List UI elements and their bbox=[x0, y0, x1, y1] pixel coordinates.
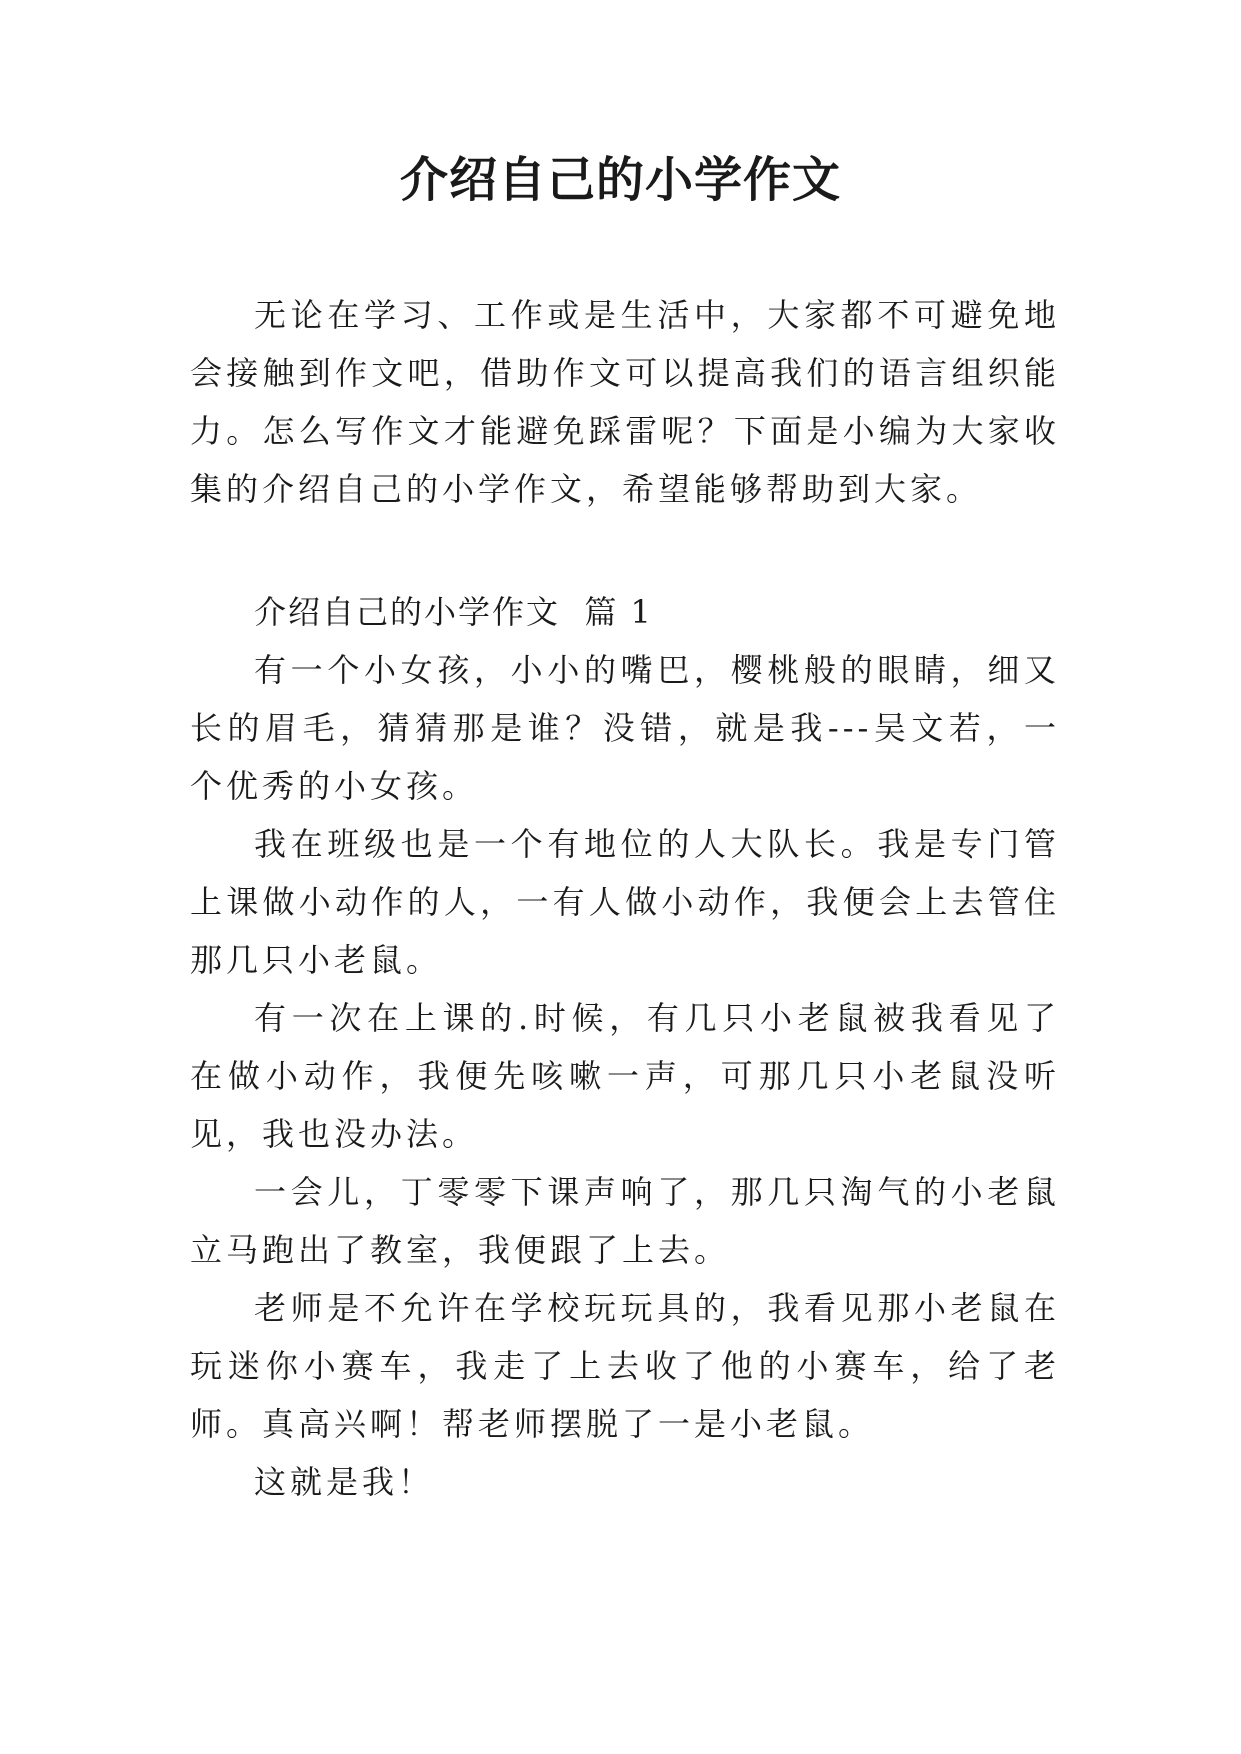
essay-paragraph: 一会儿，丁零零下课声响了，那几只淘气的小老鼠立马跑出了教室，我便跟了上去。 bbox=[190, 1173, 1060, 1269]
intro-paragraph: 无论在学习、工作或是生活中，大家都不可避免地会接触到作文吧，借助作文可以提高我们的语言组织能力。怎么写作文才能避免踩雷呢？下面是小编为大家收集的介绍自己的小学作文，希望能够帮助到大家。 bbox=[190, 296, 1060, 508]
intro-section bbox=[190, 286, 1060, 518]
essay-section bbox=[190, 583, 1060, 1511]
essay-paragraph: 有一个小女孩，小小的嘴巴，樱桃般的眼睛，细又长的眉毛，猜猜那是谁？没错，就是我---吴文若，一个优秀的小女孩。 bbox=[190, 651, 1060, 805]
essay-paragraph: 我在班级也是一个有地位的人大队长。我是专门管上课做小动作的人，一有人做小动作，我便会上去管住那几只小老鼠。 bbox=[190, 825, 1060, 979]
document-title: 介绍自己的小学作文 bbox=[399, 152, 841, 208]
section-heading: 介绍自己的小学作文 篇 1 bbox=[254, 593, 653, 631]
essay-paragraph: 老师是不允许在学校玩玩具的，我看见那小老鼠在玩迷你小赛车，我走了上去收了他的小赛车，给了老师。真高兴啊！帮老师摆脱了一是小老鼠。 bbox=[190, 1289, 1060, 1443]
essay-paragraph: 有一次在上课的.时候，有几只小老鼠被我看见了在做小动作，我便先咳嗽一声，可那几只小老鼠没听见，我也没办法。 bbox=[190, 999, 1060, 1153]
essay-paragraph: 这就是我！ bbox=[254, 1463, 435, 1501]
